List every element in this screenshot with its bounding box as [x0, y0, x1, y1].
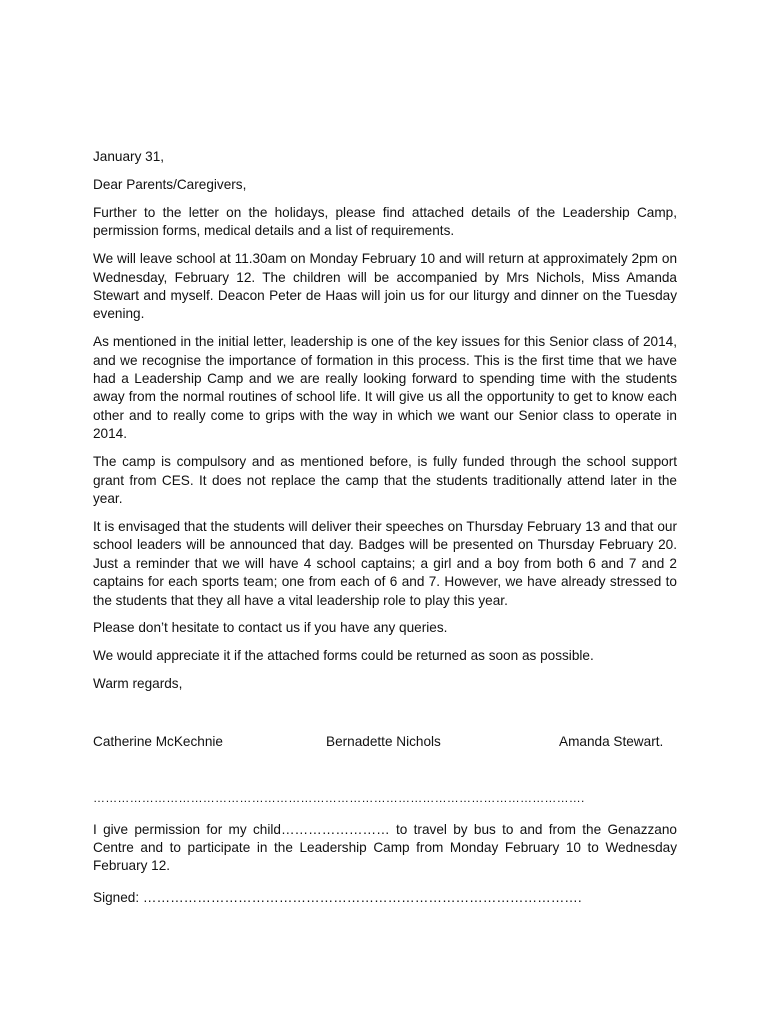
- signature-line: Signed: …………………………………………………………………………………….: [93, 889, 582, 905]
- letter-paragraph: As mentioned in the initial letter, leadership is one of the key issues for this Senior class of 2014, and we recognise the importance of formation in this process. This is the first time that we have had a Leadership Camp and we are really looking forward to spending time with the students away from the normal routines of school life. It will give us all the opportunity to get to know each other and to really come to grips with the way in which we want our Senior class to operate in 2014.: [93, 334, 677, 442]
- letter-salutation: Dear Parents/Caregivers,: [93, 176, 247, 192]
- letter-page: [93, 148, 677, 907]
- letter-paragraph: Please don’t hesitate to contact us if you have any queries.: [93, 620, 448, 636]
- signatory-name: Amanda Stewart.: [559, 733, 664, 749]
- letter-closing: Warm regards,: [93, 676, 183, 692]
- letter-paragraph: Further to the letter on the holidays, please find attached details of the Leadership Camp, permission forms, medical details and a list of requirements.: [93, 204, 677, 239]
- letter-paragraph: We would appreciate it if the attached forms could be returned as soon as possible.: [93, 648, 594, 664]
- signature-block: [93, 733, 677, 753]
- permission-statement: I give permission for my child…………………… to travel by bus to and from the Genazzano Centre and to participate in the Leadership Camp from Monday February 10 to Wednesday February 12.: [93, 821, 677, 874]
- letter-date: January 31,: [93, 149, 165, 164]
- letter-paragraph: It is envisaged that the students will deliver their speeches on Thursday February 13 and that our school leaders will be announced that day. Badges will be presented on Thursday February 20. Just a reminder that we will have 4 school captains; a girl and a boy from both 6 and 7 and 2 captains for each sports team; one from each of 6 and 7. However, we have already stressed to the students that they all have a vital leadership role to play this year.: [93, 518, 677, 608]
- signatory-name: Bernadette Nichols: [326, 733, 441, 749]
- signatory-name: Catherine McKechnie: [93, 733, 223, 749]
- tear-off-separator: ………………………………………………………………………………………………………….: [93, 790, 585, 805]
- letter-paragraph: We will leave school at 11.30am on Monday February 10 and will return at approximately 2pm on Wednesday, February 12. The children will be accompanied by Mrs Nichols, Miss Amanda Stewart and myself. Deacon Peter de Haas will join us for our liturgy and dinner on the Tuesday evening.: [93, 251, 677, 322]
- letter-paragraph: The camp is compulsory and as mentioned before, is fully funded through the school support grant from CES. It does not replace the camp that the students traditionally attend later in the year.: [93, 454, 677, 506]
